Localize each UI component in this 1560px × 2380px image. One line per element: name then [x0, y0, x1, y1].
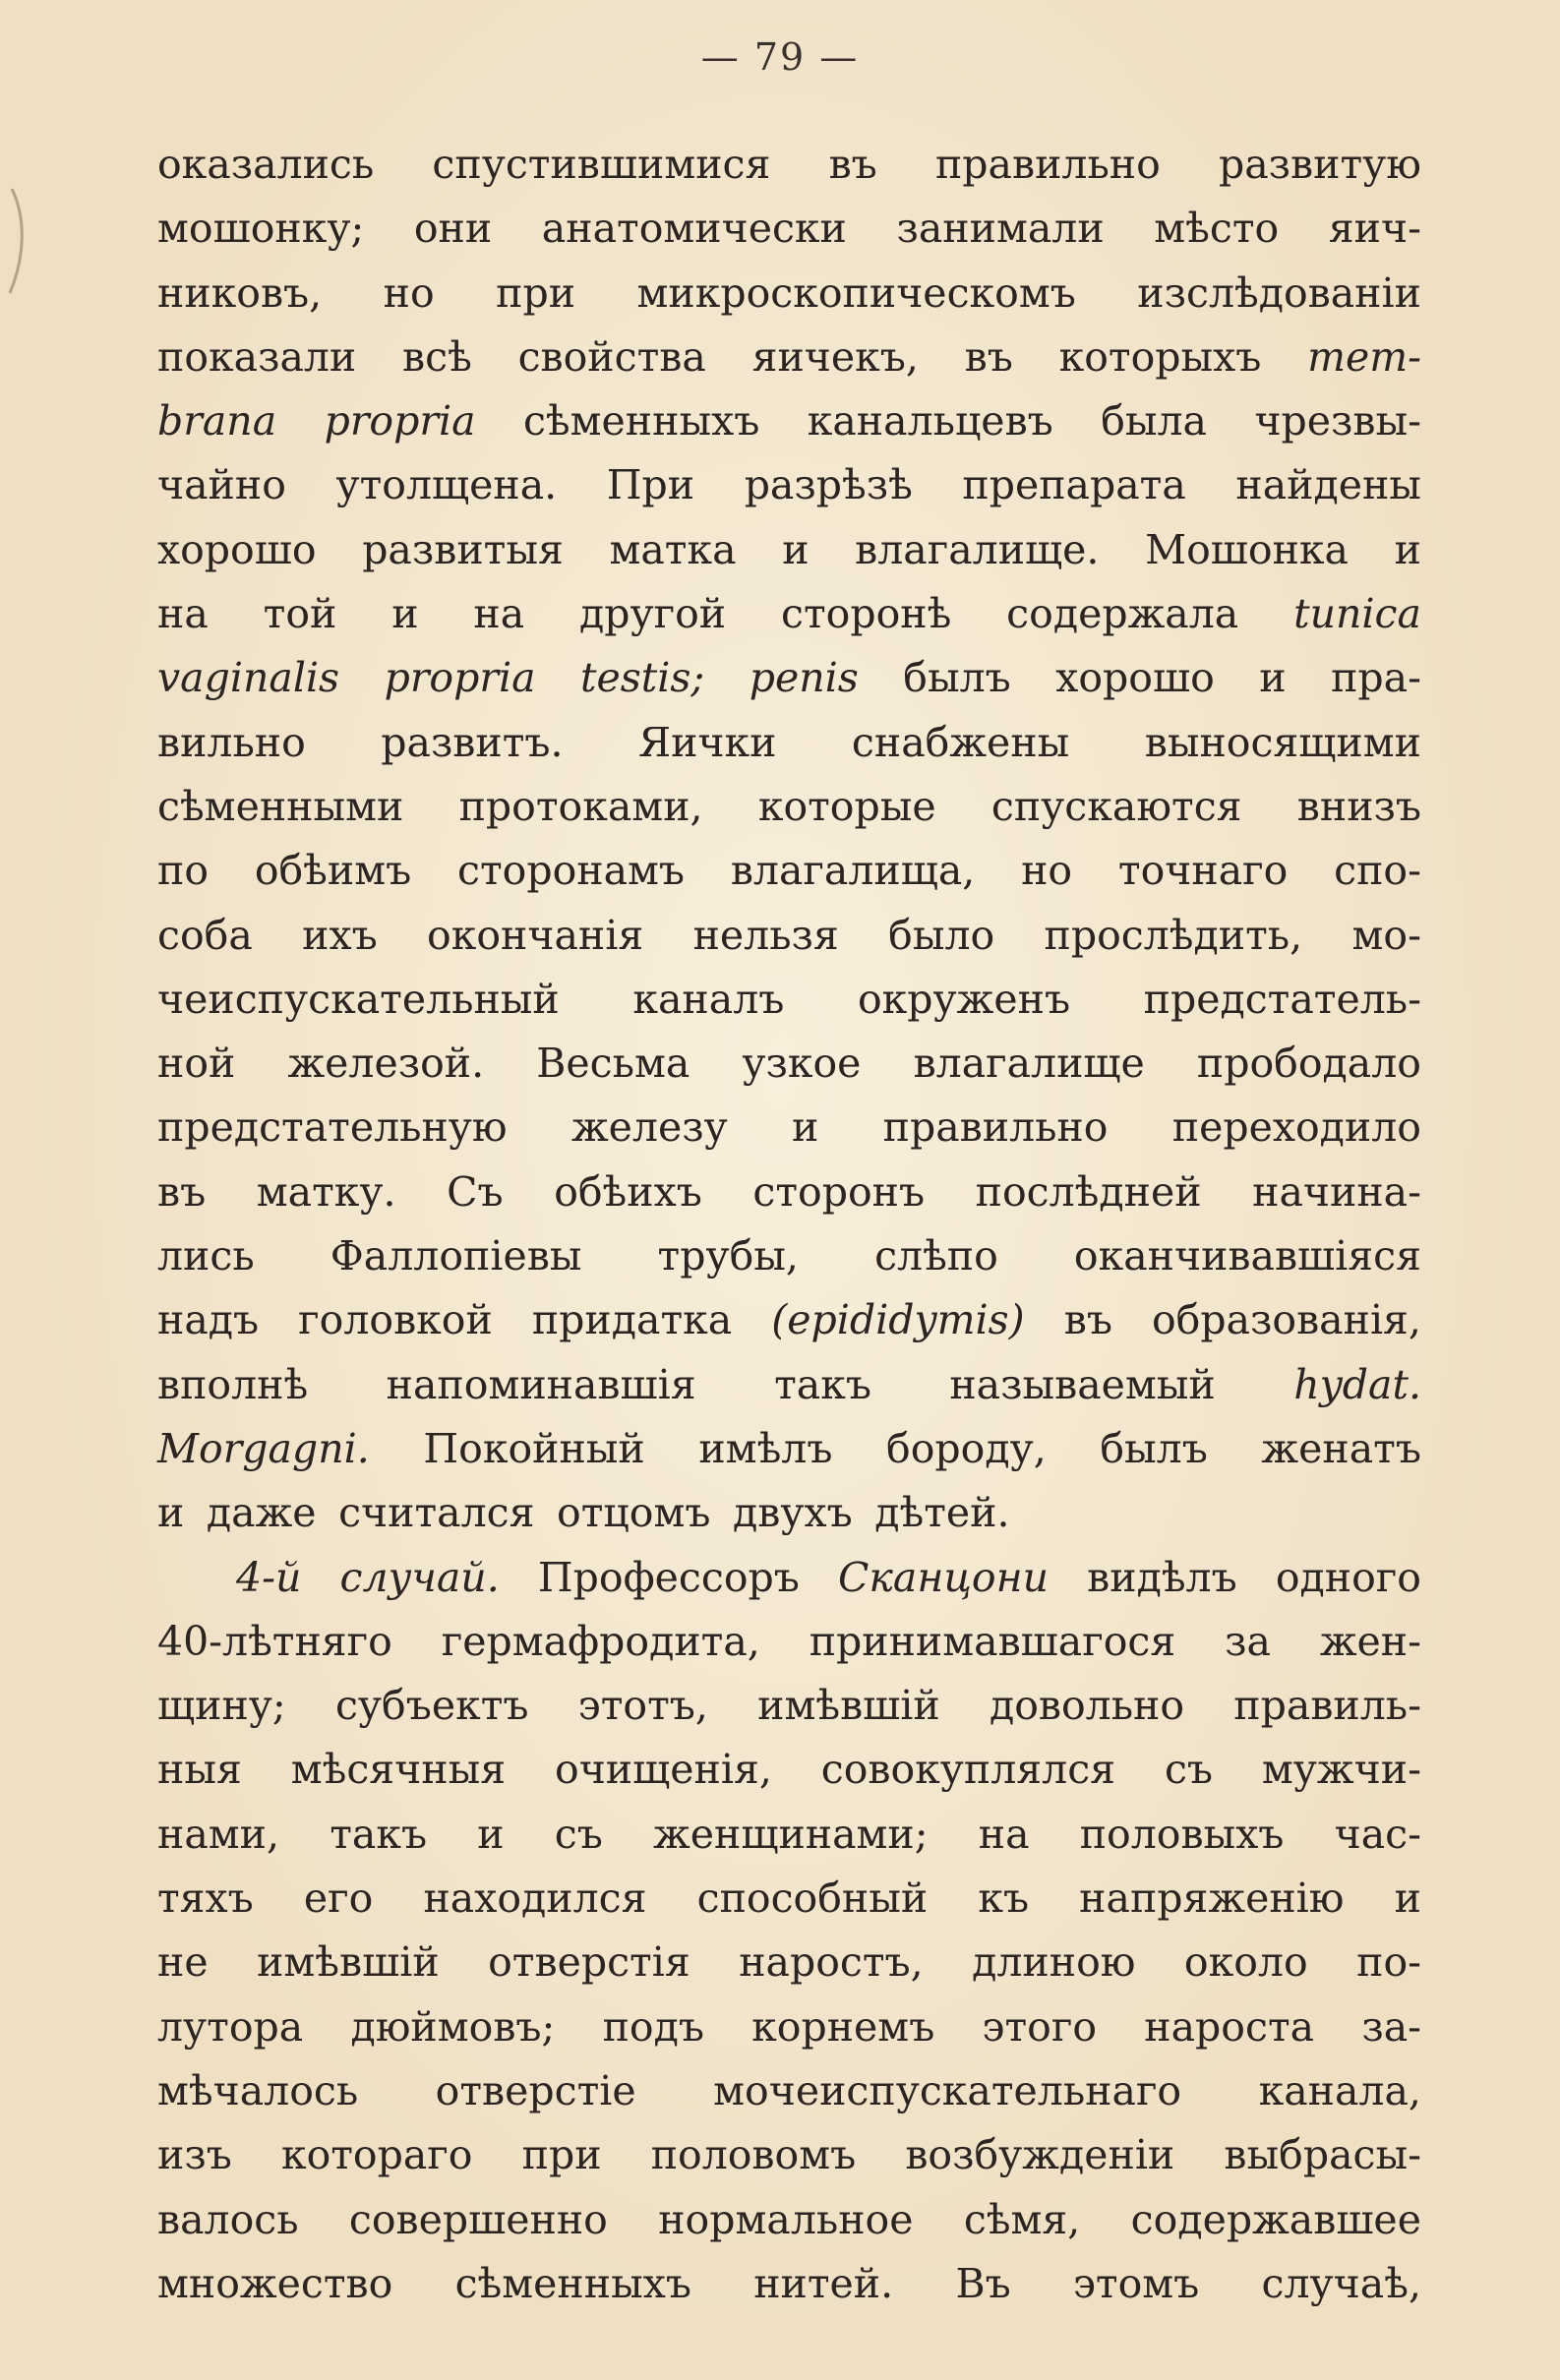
word: соба	[157, 911, 253, 959]
word: мѣсячныя	[290, 1746, 507, 1794]
word: котораго	[280, 2131, 473, 2179]
word: съ	[1164, 1746, 1214, 1794]
word: propria	[324, 397, 476, 446]
text-line	[157, 1546, 1421, 1610]
word: оканчивавшiяся	[1073, 1232, 1421, 1280]
word: разрѣзѣ	[744, 461, 913, 509]
word: совокуплялся	[820, 1746, 1116, 1794]
word: подъ	[602, 2002, 704, 2051]
word: мѣсто	[1154, 205, 1280, 253]
word: анатомически	[541, 205, 847, 253]
word: влагалище	[913, 1040, 1145, 1088]
word: спускаются	[990, 782, 1242, 830]
word: мужчи-	[1261, 1746, 1421, 1794]
word: сѣменныхъ	[454, 2259, 691, 2307]
text-line	[157, 453, 1421, 517]
word: той	[263, 590, 337, 638]
word: спустившимися	[432, 141, 771, 188]
word: матку.	[256, 1167, 396, 1216]
word: brana	[157, 397, 277, 446]
word: правиль-	[1233, 1682, 1421, 1730]
word: но	[383, 268, 435, 317]
text-line	[157, 197, 1421, 261]
word: обѣихъ	[554, 1167, 702, 1216]
text-line	[157, 904, 1421, 968]
text-line	[157, 326, 1421, 389]
word: внизъ	[1296, 782, 1421, 830]
text-line	[157, 1096, 1421, 1160]
text-line	[157, 1481, 1421, 1545]
word: и	[782, 525, 810, 573]
word: mem-	[1307, 332, 1421, 381]
word: чрезвы-	[1254, 397, 1421, 446]
word: длиною	[972, 1938, 1136, 1987]
text-line	[157, 1803, 1421, 1867]
word: слѣпо	[874, 1232, 998, 1280]
word: penis	[749, 654, 859, 702]
word: переходило	[1171, 1103, 1421, 1152]
word: всѣ	[402, 332, 472, 381]
word: правильно	[882, 1103, 1109, 1152]
word: послѣдней	[975, 1167, 1202, 1216]
word: начина-	[1252, 1167, 1421, 1216]
word: и	[1394, 1874, 1421, 1923]
word: отцомъ	[557, 1489, 711, 1537]
word: пра-	[1331, 654, 1421, 702]
word: свойства	[517, 332, 706, 381]
word: дюймовъ;	[350, 2002, 556, 2051]
text-line	[157, 1738, 1421, 1802]
text-line	[157, 968, 1421, 1032]
word: возбужденiи	[905, 2131, 1175, 2179]
word: содержавшее	[1130, 2195, 1421, 2243]
word: отверстiя	[488, 1938, 690, 1987]
word: одного	[1275, 1553, 1421, 1601]
word: щину;	[157, 1682, 286, 1730]
word: сторонамъ	[457, 847, 686, 895]
text-line	[157, 1353, 1421, 1417]
word: съ	[554, 1810, 603, 1858]
word: сѣменныхъ	[522, 397, 760, 446]
word: женщинами;	[653, 1810, 929, 1858]
word: propria	[384, 654, 536, 702]
word: лись	[157, 1232, 255, 1280]
word: окончанiя	[427, 911, 644, 959]
word: нароста	[1144, 2002, 1315, 2051]
text-line	[157, 1995, 1421, 2059]
word: при	[521, 2131, 602, 2179]
word: былъ	[903, 654, 1011, 702]
word: совершенно	[348, 2195, 608, 2243]
word: мѣчалось	[157, 2066, 359, 2114]
word: женатъ	[1261, 1424, 1421, 1472]
word: влагалище.	[855, 525, 1100, 573]
word: изъ	[157, 2131, 232, 2179]
word: и	[391, 590, 419, 638]
word: Сканцони	[838, 1553, 1050, 1601]
word: Въ	[955, 2259, 1011, 2307]
text-line	[157, 839, 1421, 903]
word: очищенiя,	[555, 1746, 772, 1794]
word: способный	[696, 1874, 929, 1923]
text-line	[157, 1160, 1421, 1224]
word: и	[157, 1489, 185, 1537]
word: довольно	[989, 1682, 1185, 1730]
word: 4-й	[236, 1553, 302, 1601]
text-line	[157, 2252, 1421, 2316]
word: чайно	[157, 461, 286, 509]
word: случай.	[339, 1553, 500, 1601]
word: этомъ	[1072, 2259, 1200, 2307]
text-line	[157, 775, 1421, 839]
word: каналъ	[632, 975, 785, 1023]
word: Morgagni.	[157, 1424, 370, 1472]
text-line	[157, 2188, 1421, 2252]
word: была	[1101, 397, 1207, 446]
word: окруженъ	[857, 975, 1071, 1023]
word: железу	[570, 1103, 728, 1152]
text-line	[157, 1288, 1421, 1352]
word: hydat.	[1293, 1360, 1421, 1408]
word: около	[1183, 1938, 1308, 1987]
word: образованiя,	[1151, 1296, 1421, 1344]
text-line	[157, 1032, 1421, 1096]
word: даже	[206, 1489, 317, 1537]
word: сѣменными	[157, 782, 404, 830]
word: Яички	[637, 718, 777, 766]
word: и	[477, 1810, 505, 1858]
word: выбрасы-	[1224, 2131, 1421, 2179]
word: въ	[1063, 1296, 1112, 1344]
text-line	[157, 389, 1421, 453]
text-line	[157, 518, 1421, 582]
word: они	[413, 205, 493, 253]
word: сторонѣ	[781, 590, 952, 638]
word: и	[1259, 654, 1287, 702]
word: яич-	[1328, 205, 1421, 253]
word: на	[157, 590, 209, 638]
word: мочеиспускательнаго	[713, 2066, 1182, 2114]
word: При	[606, 461, 695, 509]
word: ихъ	[302, 911, 378, 959]
word: напряженiю	[1079, 1874, 1345, 1923]
word: нитей.	[753, 2259, 894, 2307]
word: хорошо	[1055, 654, 1215, 702]
word: но	[1021, 847, 1073, 895]
word: 40-лѣтняго	[157, 1617, 392, 1665]
word: точнаго	[1117, 847, 1289, 895]
word: не	[157, 1938, 209, 1987]
word: по	[157, 847, 210, 895]
text-line	[157, 1610, 1421, 1674]
word: нами,	[157, 1810, 280, 1858]
word: прослѣдить,	[1044, 911, 1303, 959]
word: прободало	[1196, 1040, 1421, 1088]
word: препарата	[962, 461, 1186, 509]
word: находился	[423, 1874, 647, 1923]
word: найдены	[1235, 461, 1421, 509]
text-line	[157, 1674, 1421, 1738]
word: этотъ,	[577, 1682, 708, 1730]
word: наростъ,	[739, 1938, 924, 1987]
word: выносящими	[1144, 718, 1421, 766]
word: такъ	[330, 1810, 428, 1858]
word: матка	[609, 525, 737, 573]
word: хорошо	[157, 525, 317, 573]
word: никовъ,	[157, 268, 323, 317]
word: мо-	[1351, 911, 1421, 959]
word: содержала	[1006, 590, 1239, 638]
word: въ	[964, 332, 1013, 381]
word: былъ	[1100, 1424, 1208, 1472]
word: называемый	[949, 1360, 1216, 1408]
word: чеиспускательный	[157, 975, 560, 1023]
word: имѣвшiй	[757, 1682, 940, 1730]
word: развитую	[1218, 141, 1421, 188]
word: случаѣ,	[1261, 2259, 1421, 2307]
word: половомъ	[650, 2131, 857, 2179]
word: снабжены	[851, 718, 1070, 766]
word: Профессоръ	[537, 1553, 800, 1601]
word: Весьма	[536, 1040, 690, 1088]
word: тяхъ	[157, 1874, 254, 1923]
text-line	[157, 262, 1421, 326]
word: и	[792, 1103, 819, 1152]
word: этого	[982, 2002, 1098, 2051]
word: (epididymis)	[771, 1296, 1025, 1344]
text-line	[157, 1931, 1421, 1994]
word: vaginalis	[157, 654, 340, 702]
word: множество	[157, 2259, 393, 2307]
word: жен-	[1319, 1617, 1421, 1665]
word: надъ	[157, 1296, 260, 1344]
text-line	[157, 582, 1421, 646]
word: влагалища,	[730, 847, 976, 895]
word: узкое	[742, 1040, 862, 1088]
word: имѣвшiй	[257, 1938, 440, 1987]
word: въ	[157, 1167, 207, 1216]
text-line	[157, 2059, 1421, 2123]
word: tunica	[1293, 590, 1421, 638]
word: яичекъ,	[751, 332, 919, 381]
word: на	[978, 1810, 1030, 1858]
word: час-	[1334, 1810, 1421, 1858]
word: лутора	[157, 2002, 304, 2051]
body-text	[157, 133, 1421, 2316]
word: половыхъ	[1079, 1810, 1285, 1858]
word: считался	[338, 1489, 535, 1537]
word: дѣтей.	[874, 1489, 1010, 1537]
word: валось	[157, 2195, 299, 2243]
text-line	[157, 2123, 1421, 2187]
word: къ	[978, 1874, 1030, 1923]
word: канальцевъ	[807, 397, 1053, 446]
word: сѣмя,	[963, 2195, 1081, 2243]
word: на	[473, 590, 525, 638]
text-line	[157, 1224, 1421, 1288]
text-line	[157, 711, 1421, 775]
word: правильно	[934, 141, 1161, 188]
word: канала,	[1258, 2066, 1421, 2114]
word: testis;	[580, 654, 705, 702]
word: по-	[1356, 1938, 1421, 1987]
word: бороду,	[886, 1424, 1047, 1472]
text-line	[157, 133, 1421, 197]
word: Съ	[447, 1167, 504, 1216]
word: показали	[157, 332, 357, 381]
word: обѣимъ	[254, 847, 412, 895]
text-line	[157, 1867, 1421, 1931]
word: придатка	[531, 1296, 733, 1344]
word: вполнѣ	[157, 1360, 309, 1408]
word: протоками,	[458, 782, 703, 830]
margin-pencil-mark	[8, 187, 30, 295]
word: принимавшагося	[809, 1617, 1176, 1665]
word: его	[303, 1874, 374, 1923]
word: предстатель-	[1143, 975, 1421, 1023]
word: напоминавшiя	[386, 1360, 696, 1408]
word: было	[888, 911, 995, 959]
word: имѣлъ	[698, 1424, 833, 1472]
word: ныя	[157, 1746, 242, 1794]
word: Фаллопiевы	[330, 1232, 582, 1280]
word: Покойный	[423, 1424, 645, 1472]
text-line	[157, 1417, 1421, 1481]
word: которыхъ	[1058, 332, 1262, 381]
word: изслѣдованiи	[1137, 268, 1421, 317]
word: утолщена.	[335, 461, 558, 509]
word: Мошонка	[1145, 525, 1349, 573]
word: въ	[828, 141, 877, 188]
word: ной	[157, 1040, 236, 1088]
word: при	[496, 268, 576, 317]
word: нормальное	[658, 2195, 914, 2243]
word: железой.	[287, 1040, 485, 1088]
word: видѣлъ	[1087, 1553, 1237, 1601]
word: вильно	[157, 718, 306, 766]
word: корнемъ	[751, 2002, 935, 2051]
word: предстательную	[157, 1103, 508, 1152]
word: оказались	[157, 141, 375, 188]
word: за	[1225, 1617, 1271, 1665]
word: трубы,	[657, 1232, 799, 1280]
word: гермафродита,	[441, 1617, 760, 1665]
word: спо-	[1334, 847, 1421, 895]
word: которые	[757, 782, 936, 830]
word: сторонъ	[752, 1167, 926, 1216]
word: развитъ.	[381, 718, 564, 766]
word: субъектъ	[334, 1682, 529, 1730]
page-number: — 79 —	[700, 35, 860, 79]
word: микроскопическомъ	[636, 268, 1076, 317]
word: нельзя	[692, 911, 839, 959]
word: занимали	[896, 205, 1105, 253]
word: двухъ	[733, 1489, 853, 1537]
word: и	[1394, 525, 1421, 573]
text-line	[157, 646, 1421, 710]
word: другой	[579, 590, 727, 638]
word: головкой	[298, 1296, 493, 1344]
word: развитыя	[362, 525, 564, 573]
word: отверстiе	[435, 2066, 636, 2114]
word: за-	[1361, 2002, 1421, 2051]
word: такъ	[774, 1360, 871, 1408]
word: мошонку;	[157, 205, 365, 253]
